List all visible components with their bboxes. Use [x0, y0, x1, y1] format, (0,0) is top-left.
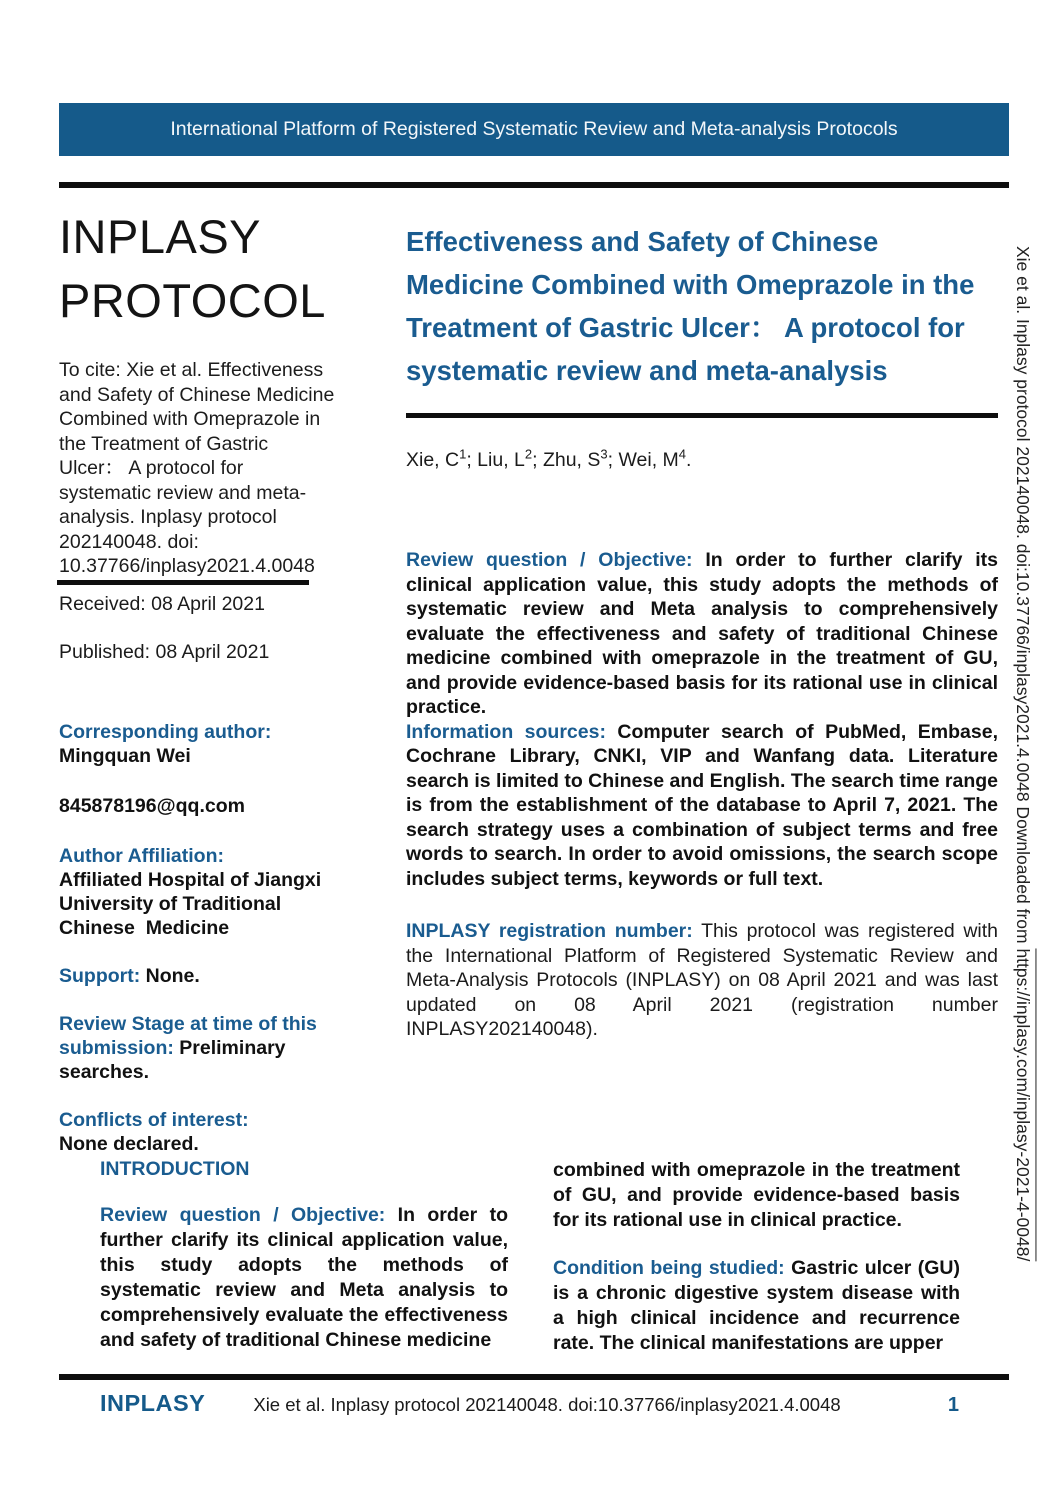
- intro-column-left: [100, 1158, 508, 1353]
- information-sources-paragraph: [406, 720, 998, 892]
- intro-column-right: [553, 1158, 960, 1356]
- intro-review-objective-paragraph: [100, 1203, 508, 1353]
- affiliation-label: Author Affiliation:: [59, 845, 224, 867]
- footer-citation: Xie et al. Inplasy protocol 202140048. doi:10.37766/inplasy2021.4.0048: [253, 1394, 841, 1415]
- review-stage-value: Preliminary searches.: [59, 1037, 286, 1083]
- published-date: Published: 08 April 2021: [59, 641, 270, 663]
- platform-banner: [59, 103, 1009, 156]
- footer: [59, 1390, 1009, 1417]
- footer-rule: [59, 1374, 1009, 1380]
- review-objective-paragraph: [406, 548, 998, 720]
- condition-studied-text: Gastric ulcer (GU) is a chronic digestive system disease with a high clinical incidence and recurrence rate. The clinical manifestations are upper: [553, 1257, 960, 1354]
- header-rule: [59, 182, 1009, 188]
- intro-review-objective-label: Review question / Objective:: [100, 1204, 386, 1226]
- information-sources-text: Computer search of PubMed, Embase, Cochrane Library, CNKI, VIP and Wanfang data. Literature search is limited to Chinese and English. The search time range is from the establishment of the database to April 7, 2021. The search strategy uses a combination of subject terms and free words to search. In order to avoid omissions, the search scope includes subject terms, keywords or full text.: [406, 720, 998, 890]
- review-objective-text: In order to further clarify its clinical application value, this study adopts the methods of systematic review and Meta analysis to comprehensively evaluate the effectiveness and safety of traditional Chinese medicine combined with omeprazole in the treatment of GU, and provide evidence-based basis for its rational use in clinical practice.: [406, 549, 999, 718]
- email-address: 845878196@qq.com: [59, 795, 245, 817]
- intro-review-objective-text: In order to further clarify its clinical application value, this study adopts the methods of systematic review and Meta analysis to comprehensively evaluate the effectiveness and safety of traditional Chinese medicine: [100, 1204, 509, 1351]
- introduction-heading: INTRODUCTION: [100, 1158, 250, 1180]
- support-block: [59, 964, 359, 988]
- registration-paragraph: [406, 919, 998, 1042]
- platform-banner-text: International Platform of Registered Systematic Review and Meta-analysis Protocols: [170, 118, 898, 140]
- authors-line: [406, 448, 998, 473]
- sidebar-citation-text: Xie et al. Inplasy protocol 202140048. doi:10.37766/inplasy2021.4.0048 Downloaded from: [1013, 246, 1033, 949]
- left-column-rule: [57, 580, 309, 585]
- corresponding-author-block: [59, 720, 359, 768]
- intro-continuation-paragraph: combined with omeprazole in the treatment of GU, and provide evidence-based basis for its rational use in clinical practice.: [553, 1159, 960, 1231]
- support-value: None.: [145, 965, 200, 987]
- condition-studied-paragraph: [553, 1256, 960, 1356]
- footer-brand: INPLASY: [100, 1390, 206, 1416]
- affiliation-block: [59, 844, 359, 940]
- conflicts-block: [59, 1108, 359, 1156]
- authors-text: Xie, $C^1$; Liu, $L^2$; Zhu, $S^3$; Wei, $M^4$.: [406, 446, 692, 471]
- article-title: Effectiveness and Safety of Chinese Medicine Combined with Omeprazole in the Treatment of Gastric Ulcer： A protocol for systematic review and meta-analysis: [406, 226, 975, 386]
- conflicts-label: Conflicts of interest:: [59, 1109, 249, 1131]
- sidebar-citation-note: [1012, 246, 1034, 1261]
- conflicts-value: None declared.: [59, 1133, 199, 1155]
- corresponding-author-name: Mingquan Wei: [59, 745, 191, 767]
- citation-block: To cite: Xie et al. Effectiveness and Safety of Chinese Medicine Combined with Omeprazole in the Treatment of Gastric Ulcer： A protocol for systematic review and meta-analysis. Inplasy protocol 202140048. doi: 10.37766/inplasy2021.4.0048: [59, 359, 335, 577]
- page-number: 1: [947, 1394, 959, 1416]
- review-stage-label: Review Stage at time of this submission:: [59, 1013, 317, 1059]
- sidebar-citation-link[interactable]: https://inplasy.com/inplasy-2021-4-0048/: [1013, 948, 1033, 1262]
- metadata-column: [59, 592, 359, 1156]
- registration-text: This protocol was registered with the International Platform of Registered Systematic Review and Meta-Analysis Protocols (INPLASY) on 08 April 2021 and was last updated on 08 April 2021 (registration number INPLASY202140048).: [406, 920, 999, 1040]
- masthead-title: INPLASY PROTOCOL: [59, 210, 326, 327]
- information-sources-label: Information sources:: [406, 720, 606, 743]
- affiliation-value: Affiliated Hospital of Jiangxi University of Traditional Chinese Medicine: [59, 869, 327, 939]
- review-stage-block: [59, 1012, 359, 1084]
- condition-studied-label: Condition being studied:: [553, 1257, 785, 1279]
- corresponding-author-label: Corresponding author:: [59, 721, 272, 743]
- received-date: Received: 08 April 2021: [59, 593, 265, 615]
- registration-label: INPLASY registration number:: [406, 920, 693, 942]
- article-column: [406, 220, 998, 1042]
- title-rule: [406, 413, 998, 418]
- review-objective-label: Review question / Objective:: [406, 549, 693, 571]
- support-label: Support:: [59, 965, 141, 987]
